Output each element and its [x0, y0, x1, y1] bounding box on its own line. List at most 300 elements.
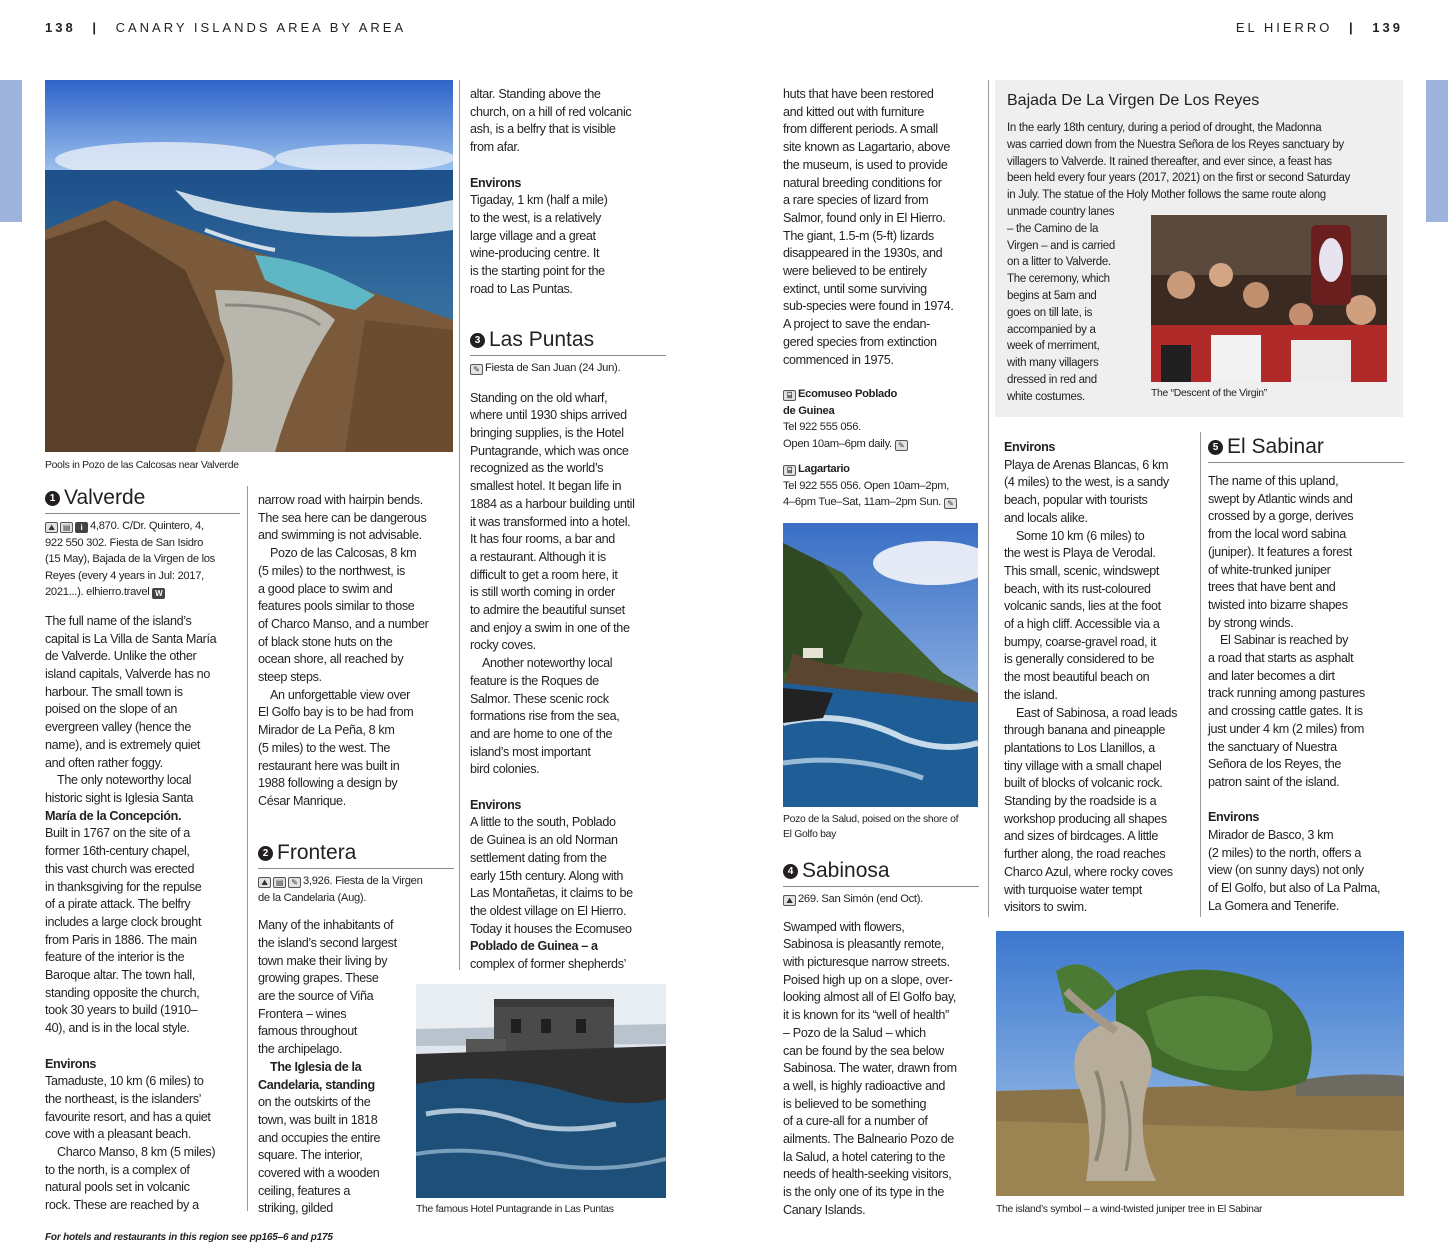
sabinosa-title: Sabinosa — [802, 859, 890, 882]
body-line: (juniper). It features a forest — [1208, 544, 1352, 559]
body-line: crossed by a gorge, derives — [1208, 509, 1354, 524]
body-line: Standing by the roadside is a — [1004, 794, 1157, 809]
environs-heading: Environs — [45, 1056, 97, 1071]
body-line: the island’s second largest — [258, 935, 397, 950]
body-line: historic sight is Iglesia Santa — [45, 791, 194, 805]
body-line: is the starting point for the — [470, 264, 605, 279]
fiesta-icon: ✎ — [288, 877, 301, 888]
body-line: bringing supplies, is the Hotel — [470, 426, 624, 440]
feature-line: unmade country lanes — [1007, 206, 1115, 218]
body-line: Candelaria, standing — [258, 1077, 375, 1092]
environs-heading: Environs — [470, 797, 522, 812]
body-line: The only noteworthy local — [57, 773, 192, 788]
listing-line: Tel 922 555 056. Open 10am–2pm, — [783, 479, 950, 492]
feature-line: dressed in red and — [1007, 373, 1097, 386]
el-sabinar-title: El Sabinar — [1227, 435, 1324, 458]
body-line: Canary Islands. — [783, 1202, 866, 1217]
body-line: square. The interior, — [258, 1148, 363, 1163]
virgin-caption: The “Descent of the Virgin” — [1151, 388, 1267, 399]
sabinosa-body — [783, 919, 979, 1220]
column-rule — [459, 80, 460, 970]
body-line: de Guinea is an old Norman — [470, 833, 618, 848]
body-line: La Gomera and Tenerife. — [1208, 898, 1340, 913]
body-line: and kitted out with furniture — [783, 104, 925, 119]
body-line: Mirador de La Peña, 8 km — [258, 723, 395, 738]
body-line: a rare species of lizard from — [783, 193, 929, 208]
body-line: feature of the interior is the — [45, 950, 185, 965]
valverde-section — [45, 485, 240, 1215]
body-line: evergreen valley (hence the — [45, 720, 191, 735]
body-line: the most beautiful beach on — [1004, 670, 1150, 685]
pools-caption: Pools in Pozo de las Calcosas near Valverde — [45, 460, 239, 471]
body-line: looking almost all of El Golfo bay, — [783, 990, 957, 1005]
valverde-heading — [45, 485, 240, 514]
body-line: (5 miles) to the west. The — [258, 740, 391, 755]
descent-of-virgin-photo — [1151, 215, 1387, 382]
valverde-info — [45, 518, 240, 601]
left-thumb-tab — [0, 80, 22, 222]
body-line: is believed to be something — [783, 1096, 927, 1111]
body-line: restaurant here was built in — [258, 758, 400, 773]
feature-line: week of merriment, — [1007, 340, 1100, 353]
museum-icon: ⌸ — [783, 390, 796, 401]
feature-title: Bajada De La Virgen De Los Reyes — [1007, 92, 1260, 109]
body-line: disappeared in the 1930s, and — [783, 246, 943, 261]
body-line: East of Sabinosa, a road leads — [1016, 705, 1178, 720]
body-line: of Charco Manso, and a number — [258, 616, 429, 631]
feature-box — [995, 80, 1403, 417]
environs-heading: Environs — [1208, 810, 1260, 825]
fee-icon: ✎ — [895, 440, 908, 451]
website-icon: W — [152, 588, 165, 599]
listing-line: de Guinea — [783, 404, 835, 417]
col5-body — [1004, 439, 1199, 917]
body-line: took 30 years to build (1910– — [45, 1003, 198, 1018]
hotel-caption: The famous Hotel Puntagrande in Las Puntas — [416, 1204, 614, 1215]
body-line: workshop producing all shapes — [1004, 811, 1167, 826]
body-line: Tamaduste, 10 km (6 miles) to — [45, 1074, 204, 1089]
body-line: of a high cliff. Accessible via a — [1004, 617, 1160, 632]
body-line: extinct, until some surviving — [783, 281, 927, 296]
feature-line: white costumes. — [1007, 390, 1085, 403]
body-line: commenced in 1975. — [783, 352, 894, 367]
feature-wide-text — [1007, 120, 1399, 204]
feature-line: was carried down from the Nuestra Señora de los Reyes sanctuary by — [1007, 138, 1344, 151]
body-line: island capitals, Valverde has no — [45, 667, 210, 682]
body-line: with picturesque narrow streets. — [783, 955, 950, 969]
body-line: Tigaday, 1 km (half a mile) — [470, 193, 608, 208]
feature-line: In the early 18th century, during a period of drought, the Madonna — [1007, 122, 1322, 134]
body-line: – Pozo de la Salud – which — [783, 1025, 926, 1040]
body-line: large village and a great — [470, 228, 596, 243]
feature-line: been held every four years (2017, 2021) on the first or second Saturday — [1007, 172, 1351, 185]
col2-body — [258, 492, 458, 811]
feature-line: accompanied by a — [1007, 323, 1096, 336]
valverde-title: Valverde — [64, 486, 146, 509]
feature-line: on a litter to Valverde. — [1007, 256, 1111, 269]
listing-line: Open 10am–6pm daily. — [783, 437, 892, 450]
body-line: smallest hotel. It began life in — [470, 479, 622, 494]
body-line: trees that have bent and — [1208, 580, 1336, 595]
body-line: This small, scenic, windswept — [1004, 563, 1160, 578]
body-line: Playa de Arenas Blancas, 6 km — [1004, 457, 1169, 472]
body-line: famous throughout — [258, 1024, 358, 1039]
body-line: Today it houses the Ecomuseo — [470, 921, 632, 936]
body-line: Frontera – wines — [258, 1006, 347, 1021]
body-line: steep steps. — [258, 670, 322, 685]
body-line: town, was built in 1818 — [258, 1112, 378, 1127]
body-line: El Golfo bay is to be had from — [258, 705, 414, 720]
body-line: A project to save the endan- — [783, 317, 931, 332]
body-line: island’s most important — [470, 744, 591, 759]
environs-heading: Environs — [470, 175, 522, 190]
body-line: Swamped with flowers, — [783, 919, 905, 934]
section-number-badge: 4 — [783, 864, 798, 879]
population-icon: ⛰ — [45, 522, 58, 533]
section-number-badge: 1 — [45, 491, 60, 506]
feature-line: villagers to Valverde. It rained thereafter, and ever since, a feast has — [1007, 155, 1332, 168]
bus-icon: ▤ — [273, 877, 286, 888]
body-line: the museum, is used to provide — [783, 157, 948, 172]
pools-photo — [45, 80, 453, 452]
body-line: feature is the Roques de — [470, 673, 599, 688]
las-puntas-info — [470, 360, 666, 377]
body-line: swept by Atlantic winds and — [1208, 491, 1353, 506]
left-page-number: 138 — [45, 20, 76, 35]
body-line: difficult to get a room here, it — [470, 567, 618, 582]
body-line: track running among pastures — [1208, 686, 1365, 701]
juniper-caption: The island’s symbol – a wind-twisted juniper tree in El Sabinar — [996, 1204, 1263, 1215]
las-puntas-body — [470, 390, 666, 974]
body-line: Salmor, found only in El Hierro. — [783, 210, 946, 225]
body-line: from different periods. A small — [783, 122, 938, 137]
body-line: tiny village with a small chapel — [1004, 758, 1162, 773]
section-number-badge: 5 — [1208, 440, 1223, 455]
bus-icon: ▤ — [60, 522, 73, 533]
body-line: Sabinosa. The water, drawn from — [783, 1061, 957, 1076]
listing-line: Tel 922 555 056. — [783, 421, 861, 434]
section-number-badge: 3 — [470, 333, 485, 348]
frontera-info — [258, 873, 454, 906]
el-sabinar-section — [1208, 434, 1404, 916]
body-line: from the local word sabina — [1208, 527, 1346, 542]
valverde-body — [45, 613, 240, 1215]
body-line: ailments. The Balneario Pozo de — [783, 1132, 954, 1147]
body-line: An unforgettable view over — [270, 687, 411, 702]
body-line: César Manrique. — [258, 793, 346, 808]
body-line: can be found by the sea below — [783, 1043, 944, 1058]
body-line: Baroque altar. The town hall, — [45, 968, 195, 983]
body-line: la Salud, a hotel catering to the — [783, 1149, 946, 1164]
pozo-de-la-salud-photo — [783, 523, 978, 807]
info-line: (15 May), Bajada de la Virgen de los — [45, 553, 215, 566]
footer-note: For hotels and restaurants in this region see pp165–6 and p175 — [45, 1232, 333, 1243]
body-line: bird colonies. — [470, 762, 540, 777]
info-line: Reyes (every 4 years in Jul: 2017, — [45, 569, 204, 582]
population-icon: ⛰ — [258, 877, 271, 888]
feature-line: goes on till late, is — [1007, 306, 1093, 319]
body-line: complex of former shepherds’ — [470, 957, 627, 972]
body-line: Puntagrande, which was once — [470, 443, 629, 458]
body-line: view (on sunny days) not only — [1208, 863, 1364, 878]
body-line: further along, the road reaches — [1004, 847, 1166, 862]
body-line: Señora de los Reyes, the — [1208, 757, 1342, 772]
body-line: town make their living by — [258, 953, 388, 968]
body-line: to the west, is a relatively — [470, 210, 601, 225]
body-line: features pools similar to those — [258, 599, 415, 614]
body-line: poised on the slope of an — [45, 702, 177, 717]
body-line: settlement dating from the — [470, 850, 607, 865]
body-line: where until 1930 ships arrived — [470, 408, 627, 423]
feature-narrow-text — [1007, 204, 1142, 406]
info-line: 922 550 302. Fiesta de San Isidro — [45, 536, 204, 549]
frontera-body — [258, 917, 418, 1218]
feature-line: The ceremony, which — [1007, 273, 1110, 286]
body-line: from afar. — [470, 140, 520, 155]
body-line: volcanic sands, lies at the foot — [1004, 599, 1161, 614]
body-line: and occupies the entire — [258, 1130, 381, 1145]
body-line: of white-trunked juniper — [1208, 562, 1331, 577]
body-line: and enjoy a swim in one of the — [470, 620, 630, 635]
body-line: The giant, 1.5-m (5-ft) lizards — [783, 228, 934, 243]
body-line: Many of the inhabitants of — [258, 918, 394, 933]
body-line: beach, popular with tourists — [1004, 493, 1148, 508]
body-line: visitors to swim. — [1004, 900, 1087, 915]
body-line: Some 10 km (6 miles) to — [1016, 528, 1145, 543]
frontera-heading — [258, 840, 454, 869]
hotel-photo — [416, 984, 666, 1198]
feature-line: – the Camino de la — [1007, 222, 1099, 235]
environs-heading: Environs — [1004, 440, 1056, 454]
body-line: harbour. The small town is — [45, 684, 183, 699]
body-line: the sanctuary of Nuestra — [1208, 739, 1337, 754]
body-line: patron saint of the island. — [1208, 774, 1340, 789]
body-line: on the outskirts of the — [258, 1095, 371, 1110]
body-line: the west is Playa de Verodal. — [1004, 546, 1156, 561]
body-line: The sea here can be dangerous — [258, 510, 427, 525]
body-line: (4 miles) to the west, is a sandy — [1004, 475, 1169, 490]
body-line: recognized as the world’s — [470, 461, 604, 476]
body-line: a good place to swim and — [258, 581, 393, 596]
column-rule — [988, 80, 989, 917]
body-line: is generally considered to be — [1004, 652, 1155, 667]
body-line: plantations to Los Llanillos, a — [1004, 740, 1155, 755]
body-line: a well, is highly radioactive and — [783, 1078, 946, 1093]
body-line: to admire the beautiful sunset — [470, 603, 625, 618]
body-line: favourite resort, and has a quiet — [45, 1109, 211, 1124]
body-line: natural pools set in volcanic — [45, 1180, 190, 1195]
info-line: 3,926. Fiesta de la Virgen — [303, 875, 423, 887]
body-line: needs of health-seeking visitors, — [783, 1167, 952, 1182]
info-line: 2021...). elhierro.travel — [45, 586, 150, 599]
juniper-tree-photo — [996, 931, 1404, 1196]
body-line: Las Montañetas, it claims to be — [470, 886, 633, 901]
body-line: early 15th century. Along with — [470, 868, 624, 883]
body-line: Sabinosa is pleasantly remote, — [783, 937, 945, 952]
body-line: is still worth coming in order — [470, 585, 615, 600]
population-icon: ⛰ — [783, 895, 796, 906]
feature-line: with many villagers — [1007, 357, 1099, 370]
left-section-title: CANARY ISLANDS AREA BY AREA — [115, 20, 407, 35]
body-line: capital is La Villa de Santa María — [45, 631, 217, 646]
body-line: to the north, is a complex of — [45, 1162, 190, 1177]
body-line: Built in 1767 on the site of a — [45, 826, 190, 841]
info-line: Fiesta de San Juan (24 Jun). — [485, 362, 621, 374]
body-line: includes a large clock brought — [45, 914, 202, 929]
body-line: ash, is a belfry that is visible — [470, 122, 616, 137]
el-sabinar-heading — [1208, 434, 1404, 463]
body-line: ceiling, features a — [258, 1183, 351, 1198]
body-line: natural breeding conditions for — [783, 175, 942, 190]
body-line: María de la Concepción. — [45, 808, 182, 823]
body-line: Mirador de Basco, 3 km — [1208, 828, 1334, 843]
col3-top — [470, 86, 670, 298]
las-puntas-heading — [470, 327, 666, 356]
body-line: this vast church was erected — [45, 861, 195, 876]
body-line: are the source of Viña — [258, 989, 374, 1003]
body-line: Poblado de Guinea – a — [470, 939, 598, 954]
body-line: Another noteworthy local — [482, 656, 613, 671]
body-line: beach, with its rust-coloured — [1004, 581, 1151, 596]
body-line: were believed to be entirely — [783, 264, 927, 279]
sabinosa-section — [783, 858, 979, 1220]
body-line: Pozo de las Calcosas, 8 km — [270, 546, 417, 561]
body-line: Poised high up on a slope, over- — [783, 972, 953, 987]
body-line: the northeast, is the islanders’ — [45, 1091, 202, 1106]
body-line: de Valverde. Unlike the other — [45, 649, 197, 664]
body-line: by strong winds. — [1208, 615, 1294, 630]
right-page-number: 139 — [1372, 20, 1403, 35]
body-line: the archipelago. — [258, 1042, 343, 1057]
body-line: name), and is extremely quiet — [45, 737, 201, 752]
fee-icon: ✎ — [944, 498, 957, 509]
body-line: cove with a pleasant beach. — [45, 1127, 191, 1142]
caption-line: Pozo de la Salud, poised on the shore of — [783, 814, 959, 825]
body-line: of a pirate attack. The belfry — [45, 897, 191, 912]
body-line: and often rather foggy. — [45, 755, 163, 770]
lagartario-listing — [783, 461, 983, 511]
body-line: a restaurant. Although it is — [470, 549, 606, 564]
fiesta-icon: ✎ — [470, 364, 483, 375]
info-line: de la Candelaria (Aug). — [258, 891, 367, 904]
column-rule — [247, 486, 248, 1211]
ecomuseo-listing — [783, 386, 983, 452]
body-line: covered with a wooden — [258, 1166, 380, 1181]
feature-line: begins at 5am and — [1007, 289, 1097, 302]
body-line: huts that have been restored — [783, 87, 934, 101]
body-line: and sizes of birdcages. A little — [1004, 829, 1159, 844]
body-line: in thanksgiving for the repulse — [45, 879, 202, 894]
body-line: it is known for its “well of health” — [783, 1008, 949, 1023]
body-line: standing opposite the church, — [45, 985, 200, 1000]
body-line: 40), and is in the local style. — [45, 1021, 190, 1036]
body-line: it was transformed into a hotel. — [470, 514, 631, 529]
body-line: A little to the south, Poblado — [470, 815, 616, 830]
right-thumb-tab — [1426, 80, 1448, 222]
body-line: Charco Manso, 8 km (5 miles) — [57, 1145, 216, 1160]
body-line: and locals alike. — [1004, 510, 1088, 525]
right-running-head: EL HIERRO | 139 — [1235, 20, 1403, 35]
body-line: and crossing cattle gates. It is — [1208, 704, 1363, 719]
listing-line: 4–6pm Tue–Sat, 11am–2pm Sun. — [783, 496, 942, 509]
body-line: The name of this upland, — [1208, 474, 1339, 488]
body-line: built of blocks of volcanic rock. — [1004, 776, 1163, 791]
body-line: It has four rooms, a bar and — [470, 532, 615, 547]
body-line: former 16th-century chapel, — [45, 844, 190, 859]
body-line: 1988 following a design by — [258, 776, 398, 791]
body-line: gered species from extinction — [783, 334, 937, 349]
body-line: and later becomes a dirt — [1208, 668, 1335, 683]
listing-line: Ecomuseo Poblado — [798, 388, 898, 400]
feature-line: in July. The statue of the Holy Mother follows the same route along — [1007, 189, 1326, 202]
body-line: from Paris in 1886. The main — [45, 932, 197, 947]
body-line: a road that starts as asphalt — [1208, 651, 1354, 666]
left-running-head: 138 | CANARY ISLANDS AREA BY AREA — [45, 20, 407, 35]
body-line: Salmor. These scenic rock — [470, 691, 609, 706]
section-number-badge: 2 — [258, 846, 273, 861]
sabinosa-heading — [783, 858, 979, 887]
body-line: Charco Azul, where rocky coves — [1004, 864, 1173, 879]
sabinosa-info — [783, 891, 979, 908]
pozo-caption — [783, 812, 958, 842]
info-line: 269. San Simón (end Oct). — [798, 893, 923, 905]
body-line: bumpy, coarse-gravel road, it — [1004, 634, 1157, 649]
body-line: El Sabinar is reached by — [1220, 633, 1349, 648]
body-line: (5 miles) to the northwest, is — [258, 563, 405, 578]
tourist-info-icon: i — [75, 522, 88, 533]
body-line: sub-species were found in 1974. — [783, 299, 954, 314]
body-line: the island. — [1004, 687, 1058, 702]
body-line: altar. Standing above the — [470, 87, 601, 101]
museum-icon: ⌸ — [783, 465, 796, 476]
las-puntas-section — [470, 327, 666, 974]
body-line: of black stone huts on the — [258, 634, 393, 649]
body-line: The Iglesia de la — [270, 1059, 362, 1074]
body-line: striking, gilded — [258, 1201, 333, 1216]
body-line: just under 4 km (2 miles) from — [1208, 721, 1365, 736]
body-line: and swimming is not advisable. — [258, 528, 422, 543]
body-line: and are home to one of the — [470, 726, 613, 741]
body-line: Standing on the old wharf, — [470, 390, 608, 405]
frontera-title: Frontera — [277, 841, 357, 864]
body-line: growing grapes. These — [258, 971, 379, 986]
body-line: with turquoise water tempt — [1004, 882, 1142, 897]
body-line: 1884 as a harbour building until — [470, 496, 635, 511]
el-sabinar-body — [1208, 473, 1404, 916]
body-line: church, on a hill of red volcanic — [470, 104, 632, 119]
body-line: (2 miles) to the north, offers a — [1208, 845, 1362, 860]
body-line: narrow road with hairpin bends. — [258, 493, 423, 507]
body-line: of a cure-all for a number of — [783, 1114, 928, 1129]
body-line: formations rise from the sea, — [470, 709, 620, 724]
col4-body — [783, 86, 983, 369]
caption-line: El Golfo bay — [783, 829, 837, 840]
body-line: is the only one of its type in the — [783, 1185, 945, 1200]
body-line: through banana and pineapple — [1004, 723, 1166, 738]
body-line: site known as Lagartario, above — [783, 140, 950, 155]
body-line: road to Las Puntas. — [470, 281, 573, 296]
body-line: ocean shore, all reached by — [258, 652, 404, 667]
body-line: rock. These are reached by a — [45, 1198, 199, 1213]
body-line: twisted into bizarre shapes — [1208, 597, 1348, 612]
right-section-title: EL HIERRO — [1235, 20, 1333, 35]
column-rule — [1200, 432, 1201, 917]
listing-line: Lagartario — [798, 463, 850, 475]
body-line: rocky coves. — [470, 638, 536, 653]
info-line: 4,870. C/Dr. Quintero, 4, — [90, 520, 204, 532]
body-line: of El Golfo, but also of La Palma, — [1208, 881, 1381, 896]
body-line: wine-producing centre. It — [470, 246, 600, 261]
